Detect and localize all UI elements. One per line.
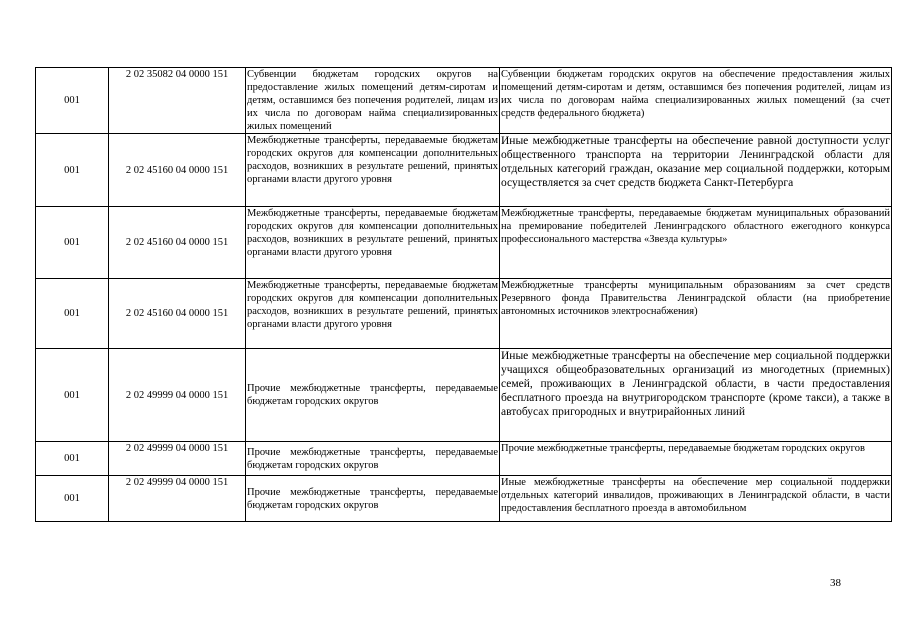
admin-code-cell: 001 — [36, 442, 109, 476]
revenue-name-cell: Прочие межбюджетные трансферты, передаваемые бюджетам городских округов — [246, 442, 500, 476]
kbk-code-cell: 2 02 45160 04 0000 151 — [109, 279, 246, 349]
revenue-name-cell: Межбюджетные трансферты, передаваемые бюджетам городских округов для компенсации дополнительных расходов, возникших в результате решений, принятых органами власти другого уровня — [246, 207, 500, 279]
table-row — [36, 349, 892, 442]
admin-code-cell: 001 — [36, 207, 109, 279]
admin-code-cell: 001 — [36, 349, 109, 442]
admin-code-cell: 001 — [36, 134, 109, 207]
admin-code-cell: 001 — [36, 279, 109, 349]
kbk-code-cell: 2 02 45160 04 0000 151 — [109, 207, 246, 279]
revenue-name-cell: Межбюджетные трансферты, передаваемые бюджетам городских округов для компенсации дополнительных расходов, возникших в результате решений, принятых органами власти другого уровня — [246, 134, 500, 207]
kbk-code-cell: 2 02 49999 04 0000 151 — [109, 476, 246, 522]
description-cell: Межбюджетные трансферты муниципальным образованиям за счет средств Резервного фонда Правительства Ленинградской области (на приобретение автономных источников электроснабжения) — [500, 279, 892, 349]
kbk-code-cell: 2 02 45160 04 0000 151 — [109, 134, 246, 207]
description-cell: Субвенции бюджетам городских округов на обеспечение предоставления жилых помещений детям-сиротам и детям, оставшимся без попечения родителей, лицам из их числа по договорам найма специализированных жилых помещений (за счет средств федерального бюджета) — [500, 68, 892, 134]
budget-table — [35, 67, 892, 522]
table-row — [36, 442, 892, 476]
kbk-code-cell: 2 02 49999 04 0000 151 — [109, 442, 246, 476]
description-cell: Иные межбюджетные трансферты на обеспечение мер социальной поддержки учащихся общеобразовательных организаций из многодетных (приемных) семей, проживающих в Ленинградской области, в части предоставления бесплатного проезда на внутригородском транспорте (кроме такси), а также в автобусах пригородных и внутрирайонных линий — [500, 349, 892, 442]
description-cell: Иные межбюджетные трансферты на обеспечение мер социальной поддержки отдельных категорий инвалидов, проживающих в Ленинградской области, в части предоставления бесплатного проезда в автомобильном — [500, 476, 892, 522]
revenue-name-cell: Прочие межбюджетные трансферты, передаваемые бюджетам городских округов — [246, 476, 500, 522]
table-row — [36, 279, 892, 349]
kbk-code-cell: 2 02 35082 04 0000 151 — [109, 68, 246, 134]
revenue-name-cell: Субвенции бюджетам городских округов на предоставление жилых помещений детям-сиротам и детям, оставшимся без попечения родителей, лицам из их числа по договорам найма специализированных жилых помещений — [247, 69, 498, 132]
description-cell: Иные межбюджетные трансферты на обеспечение равной доступности услуг общественного транспорта на территории Ленинградской области для отдельных категорий граждан, оказание мер социальной поддержки, которым осуществляется за счет средств бюджета Санкт-Петербурга — [500, 134, 892, 207]
revenue-name-cell: Межбюджетные трансферты, передаваемые бюджетам городских округов для компенсации дополнительных расходов, возникших в результате решений, принятых органами власти другого уровня — [246, 279, 500, 349]
revenue-name-cell: Прочие межбюджетные трансферты, передаваемые бюджетам городских округов — [246, 349, 500, 442]
table-row — [36, 476, 892, 522]
table-row — [36, 134, 892, 207]
description-cell: Межбюджетные трансферты, передаваемые бюджетам муниципальных образований на премирование победителей Ленинградского областного ежегодного конкурса профессионального мастерства «Звезда культуры» — [500, 207, 892, 279]
page-number: 38 — [830, 577, 841, 589]
kbk-code-cell: 2 02 49999 04 0000 151 — [109, 349, 246, 442]
table-row — [36, 68, 892, 134]
table-row — [36, 207, 892, 279]
admin-code-cell: 001 — [36, 476, 109, 522]
description-cell: Прочие межбюджетные трансферты, передаваемые бюджетам городских округов — [500, 442, 892, 476]
admin-code-cell: 001 — [36, 68, 109, 134]
